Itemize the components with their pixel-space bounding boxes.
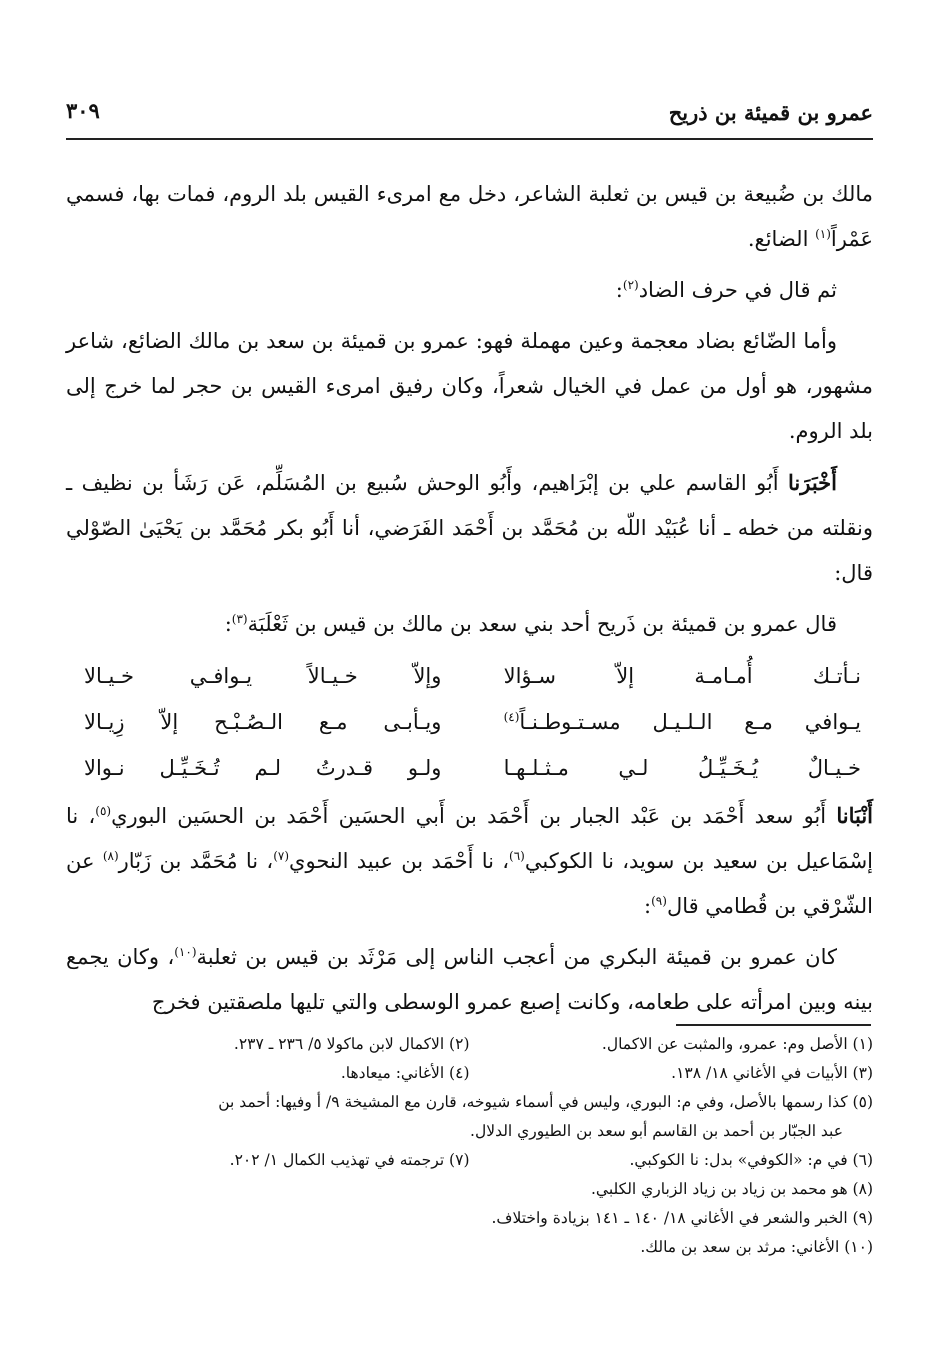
paragraph-text: قال عمرو بن قميئة بن ذَريح أحد بني سعد بن مالك بن قيس بن ثَعْلَبَة bbox=[247, 612, 837, 636]
footnote-ref: (٨) bbox=[102, 849, 119, 863]
footnote-8: (٨) هو محمد بن زياد بن زياد الزباري الكلبي. bbox=[591, 1180, 873, 1198]
footnote-ref: (٤) bbox=[503, 709, 520, 724]
footnote-ref: (٦) bbox=[509, 849, 525, 863]
footnote-6: (٦) في م: «الكوفي» بدل: نا الكوكبي. bbox=[629, 1151, 873, 1169]
footnote-ref: (١) bbox=[815, 227, 831, 241]
footnote-ref: (٥) bbox=[95, 804, 112, 818]
isnad-lead: أَخْبَرَنا bbox=[788, 470, 837, 495]
paragraph-2 bbox=[66, 268, 873, 313]
verse-line bbox=[66, 653, 873, 699]
verse-second-hemistich: وإلاّ خـيـالاً يـوافـي خـيـالا bbox=[84, 663, 442, 688]
footnote-row bbox=[66, 1146, 873, 1175]
footnote-4: (٤) الأغاني: ميعادها. bbox=[340, 1064, 470, 1082]
paragraph-text: عن الشّرْقي بن قُطامي قال bbox=[66, 849, 873, 918]
paragraph-text: أَبُو سعد أَحْمَد بن عَبْد الجبار بن أَحْمَد بن أَبي الحسَين أَحْمَد بن الحسَين البوري bbox=[111, 804, 837, 828]
footnote-ref: (٢) bbox=[622, 278, 639, 292]
footnote-ref: (٣) bbox=[231, 612, 248, 626]
verse-line bbox=[66, 745, 873, 791]
paragraph-text: : bbox=[224, 612, 232, 636]
footnote-3: (٣) الأبيات في الأغاني ١٨/ ١٣٨. bbox=[671, 1064, 873, 1082]
paragraph-text: الضائع. bbox=[747, 227, 816, 251]
paragraph-7 bbox=[66, 935, 873, 1025]
footnote-ref: (٩) bbox=[651, 894, 667, 908]
verse-line bbox=[66, 699, 873, 745]
paragraph-text: : bbox=[615, 278, 623, 302]
paragraph-4 bbox=[66, 460, 873, 596]
footnote-row bbox=[66, 1233, 873, 1262]
verse-first-hemistich: خـيـالٌ يُـخَـيِّـلُ لـي مـثـلـهـا bbox=[503, 755, 861, 780]
paragraph-text: ، نا مُحَمَّد بن زَبّار bbox=[118, 849, 274, 873]
isnad-lead: أَنْبَانا bbox=[836, 803, 874, 828]
footnote-row bbox=[66, 1030, 873, 1059]
footnote-2: (٢) الاكمال لابن ماكولا ٥/ ٢٣٦ ـ ٢٣٧. bbox=[233, 1035, 470, 1053]
footnote-5: (٥) كذا رسمها بالأصل، وفي م: البوري، وليس في أسماء شيوخه، قارن مع المشيخة ٩/ أ وفيها: أحمد بن bbox=[218, 1093, 873, 1111]
paragraph-3: وأما الضّائع بضاد معجمة وعين مهملة فهو: عمرو بن قميئة بن سعد بن مالك الضائع، شاعر مشهور، هو أول من عمل في الخيال شعراً، وكان رفيق امرىء القيس بن حجر لما خرج إلى بلد الروم. bbox=[66, 329, 873, 443]
running-title: عمرو بن قميئة بن ذريح bbox=[668, 100, 873, 125]
footnote-7: (٧) ترجمته في تهذيب الكمال ١/ ٢٠٢. bbox=[229, 1151, 470, 1169]
verse-second-hemistich: ويـأبـى مـع الـصُـبْـح إلاّ زِيـالا bbox=[84, 709, 442, 734]
paragraph-text: مالك بن ضُبيعة بن قيس بن ثعلبة الشاعر، دخل مع امرىء القيس بلد الروم، فمات بها، فسمي عَمْراً bbox=[66, 182, 873, 251]
footnotes bbox=[66, 1030, 873, 1262]
footnote-row bbox=[66, 1088, 873, 1117]
verse-second-hemistich: ولـو قـدرتُ لـم تُـخَـيِّـل نـوالا bbox=[84, 755, 442, 780]
page-header bbox=[66, 88, 873, 128]
header-rule bbox=[66, 138, 873, 140]
footnote-row bbox=[66, 1175, 873, 1204]
verse-first-hemistich: نـأتـك أُمـامـة إلاّ سـؤالا bbox=[503, 663, 861, 688]
paragraph-text: ثم قال في حرف الضاد bbox=[638, 278, 837, 302]
footnote-10: (١٠) الأغاني: مرثد بن سعد بن مالك. bbox=[640, 1238, 873, 1256]
footnote-row bbox=[66, 1204, 873, 1233]
paragraph-text: ، وكان يجمع بينه وبين امرأته على طعامه، وكانت إصبع عمرو الوسطى والتي تليها ملصقتين فخرج bbox=[66, 945, 873, 1014]
main-text bbox=[66, 172, 873, 1031]
footnote-9: (٩) الخبر والشعر في الأغاني ١٨/ ١٤٠ ـ ١٤١ بزيادة واختلاف. bbox=[491, 1209, 873, 1227]
footnote-separator bbox=[676, 1024, 871, 1026]
footnote-row bbox=[66, 1117, 873, 1146]
paragraph-6 bbox=[66, 793, 873, 929]
footnote-1: (١) الأصل وم: عمرو، والمثبت عن الاكمال. bbox=[601, 1035, 873, 1053]
paragraph-5 bbox=[66, 602, 873, 647]
page-number: ٣٠٩ bbox=[66, 98, 100, 123]
footnote-row bbox=[66, 1059, 873, 1088]
paragraph-text: أَبُو القاسم علي بن إبْرَاهيم، وأَبُو الوحش سُبيع بن المُسَلِّم، عَن رَشَأ بن نظيف ـ ونقلته من خطه ـ أنا عُبَيْد اللّه بن مُحَمَّد بن أَحْمَد الفَرَضي، أنا أَبُو بكر مُحَمَّد بن يَحْيَىٰ الصّوْلي قال: bbox=[66, 471, 873, 585]
footnote-ref: (١٠) bbox=[174, 945, 197, 959]
verse-text: يـوافي مـع الـلـيـل مسـتـوطـنـاً bbox=[519, 709, 861, 734]
paragraph-text: ، نا إسْمَاعيل بن سعيد بن سويد، نا الكوكبي bbox=[66, 804, 874, 873]
paragraph-text: ، نا أَحْمَد بن عبيد النحوي bbox=[289, 849, 510, 873]
footnote-ref: (٧) bbox=[273, 849, 290, 863]
poem bbox=[66, 653, 873, 791]
paragraph-text: : bbox=[644, 894, 652, 918]
paragraph-1 bbox=[66, 172, 873, 262]
paragraph-text: كان عمرو بن قميئة البكري من أعجب الناس إلى مَرْثَد بن قيس بن ثعلبة bbox=[196, 945, 838, 969]
verse-first-hemistich bbox=[504, 700, 861, 745]
footnote-5-continuation: عبد الجبّار بن أحمد بن القاسم أبو سعد بن الطيوري الدلال. bbox=[470, 1122, 843, 1140]
